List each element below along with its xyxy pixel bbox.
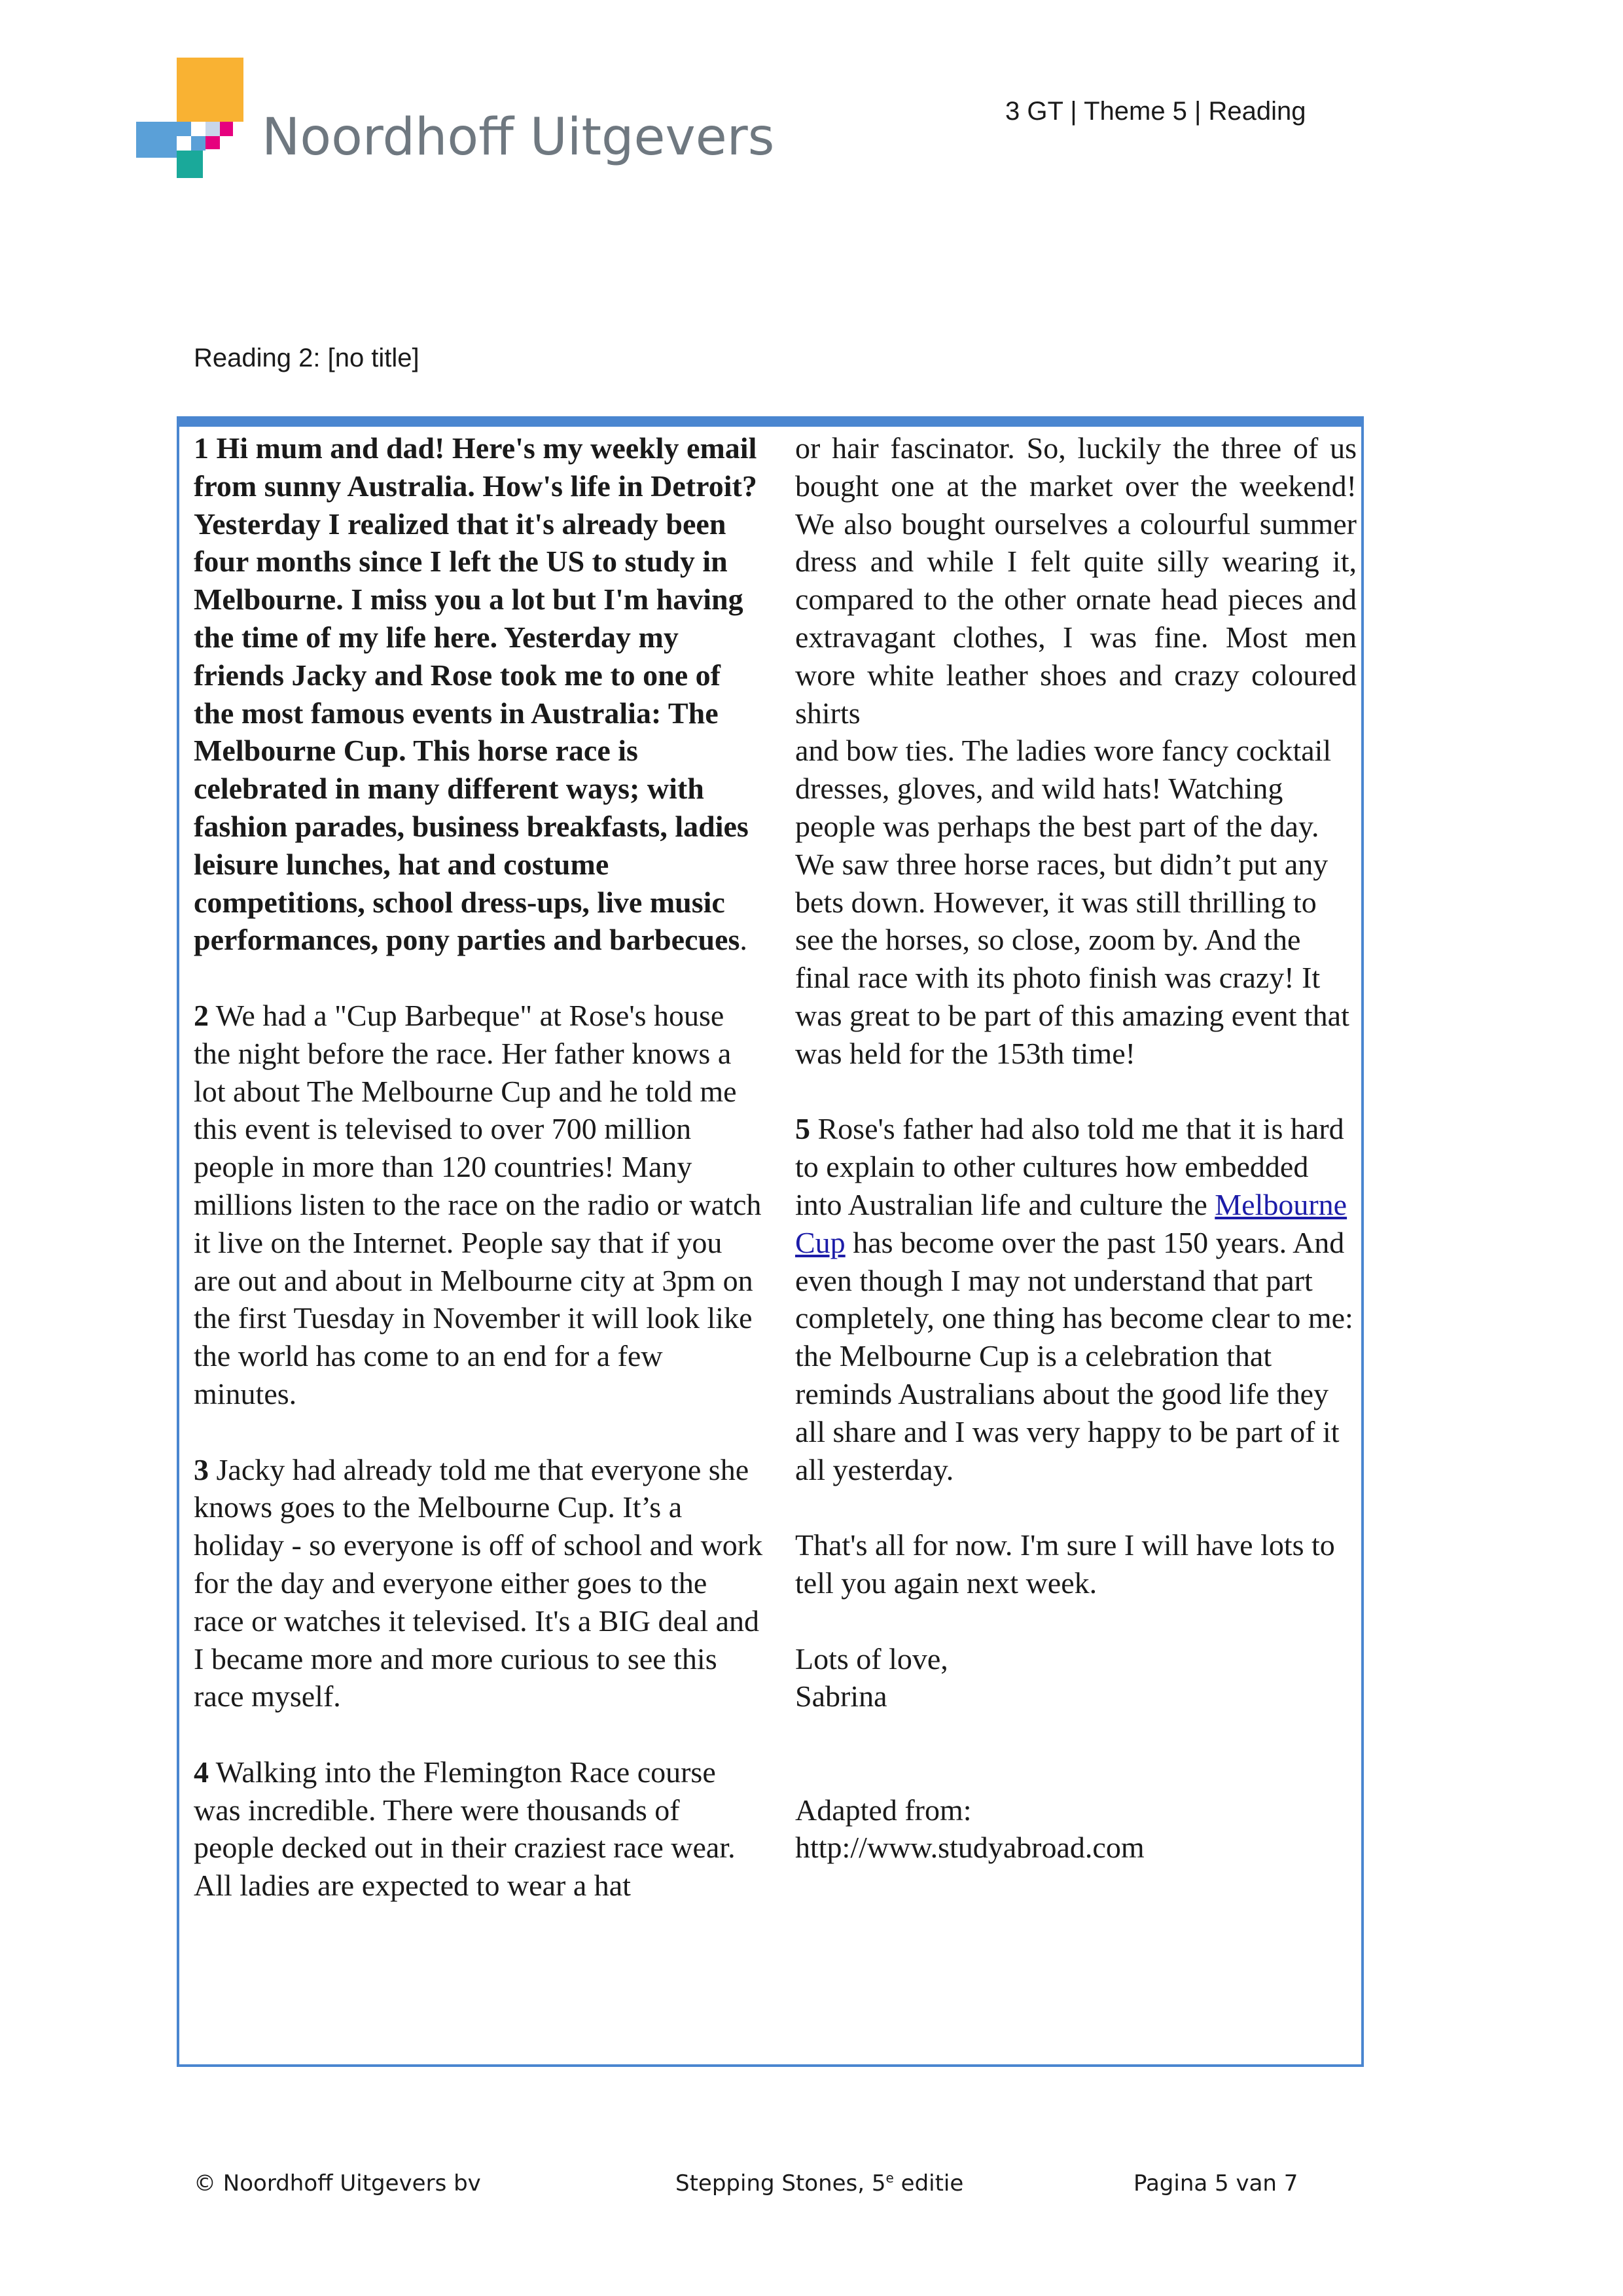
signoff-block — [795, 1640, 1357, 1716]
article-column-left — [194, 429, 764, 1943]
paragraph-4 — [194, 1753, 764, 1905]
paragraph-5-text-after: has become over the past 150 years. And even though I may not understand that part completely, one thing has become clear to me: the Melbourne Cup is a celebration that reminds Australians about the good life they all share and I was very happy to be part of it all yesterday. — [795, 1225, 1353, 1486]
paragraph-number: 4 — [194, 1755, 209, 1789]
paragraph-4-continued-text: or hair fascinator. So, luckily the three of us bought one at the market over the weekend! We also bought ourselves a colourful summer dress and while I felt quite silly wearing it, compared to the other ornate head pieces and extravagant clothes, I was fine. Most men wore white leather shoes and crazy coloured shirts — [795, 431, 1357, 730]
footer-copyright: © Noordhoff Uitgevers bv — [194, 2170, 481, 2197]
paragraph-4-continued-rest: and bow ties. The ladies wore fancy cocktail dresses, gloves, and wild hats! Watching people was perhaps the best part of the day. We saw three horse races, but didn’t put any bets down. However, it was still thrilling to see the horses, so close, zoom by. And the final race with its photo finish was crazy! It was great to be part of this amazing event that was held for the 153th time! — [795, 734, 1349, 1070]
paragraph-number: 5 — [795, 1112, 810, 1146]
footer-edition-word: editie — [893, 2170, 964, 2197]
source-block — [795, 1791, 1357, 1867]
paragraph-1-text: Hi mum and dad! Here's my weekly email from sunny Australia. How's life in Detroit? Yesterday I realized that it's already been four months since I left the US to study in Melbourne. I miss you a lot but I'm having the time of my life here. Yesterday my friends Jacky and Rose took me to one of the most famous events in Australia: The Melbourne Cup. This horse race is celebrated in many different ways; with fashion parades, business breakfasts, ladies leisure lunches, hat and costume competitions, school dress-ups, live music performances, pony parties and barbecues — [194, 431, 757, 957]
footer-book-name: Stepping Stones, 5 — [675, 2170, 886, 2197]
paragraph-4-text: Walking into the Flemington Race course was incredible. There were thousands of people decked out in their craziest race wear. All ladies are expected to wear a hat — [194, 1755, 736, 1903]
paragraph-5-text: Rose's father had also told me that it is hard to explain to other cultures how embedded into Australian life and culture the — [795, 1112, 1344, 1221]
source-url: http://www.studyabroad.com — [795, 1831, 1145, 1865]
paragraph-1-end: . — [740, 923, 747, 957]
signoff: Lots of love, — [795, 1641, 948, 1676]
paragraph-2-text: We had a "Cup Barbeque" at Rose's house the night before the race. Her father knows a lot about The Melbourne Cup and he told me this event is televised to over 700 million people in more than 120 countries! Many millions listen to the race on the radio or watch it live on the Internet. People say that if you are out and about in Melbourne city at 3pm on the first Tuesday in November it will look like the world has come to an end for a few minutes. — [194, 998, 762, 1410]
paragraph-2 — [194, 997, 764, 1413]
paragraph-1 — [194, 429, 764, 959]
paragraph-number: 3 — [194, 1452, 209, 1486]
paragraph-3-text: Jacky had already told me that everyone she knows goes to the Melbourne Cup. It’s a holiday - so everyone is off of school and work for the day and everyone either goes to the race or watches it televised. It's a BIG deal and I became more and more curious to see this race myself. — [194, 1452, 763, 1713]
paragraph-5 — [795, 1110, 1357, 1488]
footer-book-title — [675, 2170, 963, 2197]
paragraph-3 — [194, 1451, 764, 1716]
paragraph-4-continued — [795, 429, 1357, 1073]
paragraph-number: 2 — [194, 998, 209, 1032]
publisher-name: Noordhoff Uitgevers — [262, 108, 775, 167]
paragraph-number: 1 — [194, 431, 209, 465]
closing-line: That's all for now. I'm sure I will have lots to tell you again next week. — [795, 1528, 1335, 1600]
footer-edition-superscript: e — [885, 2170, 894, 2186]
reading-title: Reading 2: [no title] — [194, 344, 419, 372]
course-reference: 3 GT | Theme 5 | Reading — [1005, 97, 1306, 126]
article-column-right — [795, 429, 1357, 1905]
source-label: Adapted from: — [795, 1793, 972, 1827]
melbourne-cup-link[interactable]: Melbourne Cup — [795, 1187, 1347, 1259]
footer-page-number: Pagina 5 van 7 — [1133, 2170, 1298, 2197]
signature: Sabrina — [795, 1679, 887, 1713]
